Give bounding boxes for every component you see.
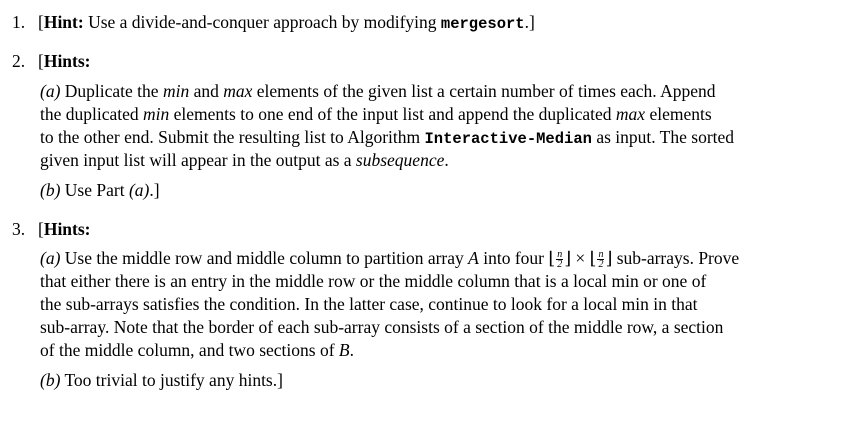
item-3a-text: sub-arrays. Prove (612, 248, 740, 268)
item-3-number: 3. (12, 219, 26, 239)
item-2-hint-label: Hints: (43, 51, 91, 71)
math-A: A (468, 248, 479, 268)
item-3-heading (38, 219, 91, 239)
item-2a-text: elements of the given list a certain number of times each. Append (252, 81, 716, 101)
fraction-numerator: n (557, 249, 563, 261)
algorithm-name: Interactive-Median (424, 130, 592, 148)
item-2a-text: the duplicated (40, 104, 144, 124)
item-2b-text: .] (149, 180, 160, 200)
math-B: B (338, 340, 350, 360)
item-2b-text: Use Part (60, 180, 129, 200)
floor-right: ⌋ (605, 248, 613, 268)
item-3a-line-4: sub-array. Note that the border of each sub-array consists of a section of the middle row, a section (40, 317, 724, 337)
item-1-text-a: Use a divide-and-conquer approach by modifying (83, 12, 441, 32)
item-2b-label: (b) (40, 180, 61, 200)
item-2a-text: Duplicate the (60, 81, 163, 101)
item-2a-line-4 (40, 150, 449, 170)
part-reference: (a) (128, 180, 150, 200)
math-min: min (162, 81, 190, 101)
item-2a-line-2 (40, 104, 712, 124)
item-2a-label: (a) (40, 81, 61, 101)
math-min: min (143, 104, 170, 124)
item-2-heading (38, 51, 91, 71)
item-2a-line-1 (40, 81, 716, 101)
item-1-bracket: [ (38, 12, 44, 32)
item-1-number: 1. (12, 12, 26, 32)
emphasis-subsequence: subsequence (355, 150, 445, 170)
item-2a-text: to the other end. Submit the resulting list to Algorithm (40, 127, 425, 147)
floor-left: ⌊ (548, 248, 556, 268)
item-3b-label: (b) (40, 370, 61, 390)
item-3a-line-5 (40, 340, 354, 360)
floor-right: ⌋ (564, 248, 572, 268)
fraction-denominator: 2 (557, 259, 563, 271)
item-3a-line-1 (40, 248, 739, 269)
item-3b-line (40, 370, 283, 390)
item-3a-text: Use the middle row and middle column to partition array (60, 248, 469, 268)
item-3a-text: . (349, 340, 354, 360)
fraction-numerator: n (598, 249, 604, 261)
item-3a-text: of the middle column, and two sections of (40, 340, 339, 360)
item-2a-text: as input. The sorted (591, 127, 735, 147)
floor-left: ⌊ (589, 248, 597, 268)
item-3a-line-2: that either there is an entry in the middle row or the middle column that is a local min or one of (40, 271, 707, 291)
item-1-line (38, 12, 535, 34)
fraction-n-over-2 (556, 250, 563, 269)
item-3-bracket: [ (38, 219, 44, 239)
fraction-denominator: 2 (598, 259, 604, 271)
item-1-hint-label: Hint: (43, 12, 84, 32)
item-2b-line (40, 180, 160, 200)
item-1-code: mergesort (440, 15, 525, 33)
item-2a-text: . (444, 150, 449, 170)
item-2a-text: and (189, 81, 224, 101)
math-max: max (223, 81, 253, 101)
math-max: max (615, 104, 646, 124)
item-3a-line-3: the sub-arrays satisfies the condition. In the latter case, continue to look for a local min in that (40, 294, 698, 314)
times-symbol: × (571, 248, 590, 268)
item-3b-text: Too trivial to justify any hints.] (60, 370, 283, 390)
item-3-hint-label: Hints: (43, 219, 91, 239)
item-2a-text: elements to one end of the input list and append the duplicated (169, 104, 616, 124)
item-2a-line-3 (40, 127, 734, 149)
item-2-number: 2. (12, 51, 26, 71)
item-3a-text: into four (478, 248, 549, 268)
fraction-n-over-2 (597, 250, 604, 269)
item-2a-text: elements (645, 104, 712, 124)
item-1-text-b: .] (524, 12, 535, 32)
item-2a-text: given input list will appear in the output as a (40, 150, 356, 170)
item-3a-label: (a) (40, 248, 61, 268)
item-2-bracket: [ (38, 51, 44, 71)
